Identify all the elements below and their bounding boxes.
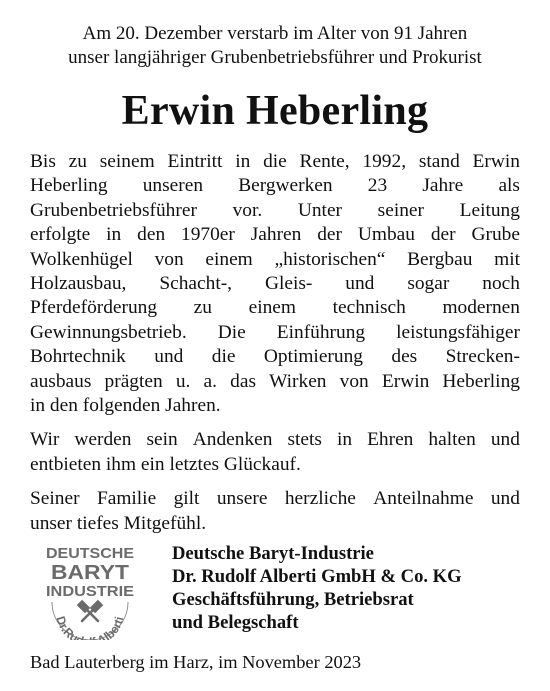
word: technisch — [332, 297, 406, 319]
paragraph-line-last: entbieten ihm ein letztes Glückauf. — [30, 453, 301, 475]
word: und — [490, 429, 520, 451]
word: Holzausbau, — [30, 273, 127, 295]
word: Schacht-, — [159, 273, 233, 295]
paragraph-line-last: in den folgenden Jahren. — [30, 395, 221, 417]
logo-line-1: DEUTSCHE — [46, 545, 134, 562]
word: Strecken- — [445, 346, 520, 368]
logo-line-2: BARYT — [51, 562, 129, 584]
word: Optimierung — [263, 346, 363, 368]
word: a. — [203, 370, 217, 392]
word: Familie — [96, 488, 157, 510]
word: einem — [205, 248, 253, 270]
word: das — [230, 370, 256, 392]
word: stets — [287, 429, 322, 451]
paragraph-line — [30, 487, 520, 511]
paragraph-line — [30, 321, 520, 345]
paragraph-condolence — [30, 487, 520, 536]
paragraph-line — [30, 296, 520, 320]
signature-line-1: Deutsche Baryt-Industrie — [172, 543, 374, 564]
word: gilt — [173, 488, 200, 510]
word: in — [106, 224, 122, 246]
word: stand — [418, 151, 460, 172]
logo-arc-text: Dr.Ru Alberti — [53, 614, 127, 640]
word: Gewinnungsbetrieb. — [30, 321, 187, 343]
word: seiner — [377, 199, 424, 221]
word: die — [263, 151, 287, 172]
word: Jahre — [422, 175, 464, 197]
word: modernen — [442, 297, 520, 319]
word: zu — [68, 151, 87, 172]
word: von — [154, 248, 184, 270]
word: unsere — [216, 488, 268, 510]
paragraph-line — [30, 272, 520, 296]
word: Bergbau — [407, 248, 473, 270]
word: Jahren — [250, 224, 302, 246]
word: mit — [494, 248, 520, 270]
paragraph-career — [30, 150, 520, 418]
word: 1992, — [362, 151, 407, 172]
word: Heberling — [442, 370, 520, 392]
word: Eintritt — [167, 151, 223, 172]
word: Erwin — [472, 151, 520, 172]
paragraph-line — [30, 174, 520, 198]
company-logo — [42, 542, 138, 640]
paragraph-line — [30, 345, 520, 369]
signature-line-3: Geschäftsführung, Betriebsrat — [172, 589, 414, 610]
word: u. — [175, 370, 191, 392]
word: werden — [74, 429, 132, 451]
word: Grube — [471, 224, 520, 246]
paragraph-career-lines — [30, 150, 520, 394]
word: den — [137, 224, 166, 246]
word: Einführung — [276, 321, 366, 343]
paragraph-condolence-lines — [30, 487, 520, 511]
word: Andenken — [192, 429, 273, 451]
word: 23 — [367, 175, 388, 197]
word: Bergwerken — [238, 175, 333, 197]
signature-line-4: und Belegschaft — [172, 612, 299, 633]
word: seinem — [99, 151, 155, 172]
place-and-date: Bad Lauterberg im Harz, im November 2023 — [30, 652, 362, 672]
word: Rente, — [299, 151, 350, 172]
logo-line-3: INDUSTRIE — [46, 583, 134, 600]
word: sogar — [407, 273, 450, 295]
paragraph-remembrance-lines — [30, 428, 520, 452]
word: und — [490, 488, 520, 510]
paragraph-line — [30, 223, 520, 247]
word: noch — [482, 273, 520, 295]
word: unseren — [142, 175, 204, 197]
paragraph-line — [30, 199, 520, 223]
paragraph-remembrance — [30, 428, 520, 477]
word: Umbau — [357, 224, 415, 246]
intro-line-2: unser langjähriger Grubenbetriebsführer und Prokurist — [68, 47, 482, 68]
paragraph-line — [30, 370, 520, 394]
word: Heberling — [30, 175, 108, 197]
word: und — [154, 346, 184, 368]
word: Gleis- — [264, 273, 313, 295]
word: 1970er — [181, 224, 235, 246]
word: des — [391, 346, 418, 368]
word: Bis — [30, 151, 56, 172]
word: als — [498, 175, 520, 197]
signature-line-2: Dr. Rudolf Alberti GmbH & Co. KG — [172, 566, 462, 587]
crossed-hammers-icon — [79, 602, 102, 621]
word: Ehren — [367, 429, 414, 451]
word: herzliche — [284, 488, 356, 510]
word: Seiner — [30, 488, 80, 510]
word: Bohrtechnik — [30, 346, 126, 368]
intro-text — [0, 22, 550, 70]
word: der — [317, 224, 342, 246]
word: prägten — [104, 370, 163, 392]
word: der — [430, 224, 456, 246]
obituary-body — [30, 150, 520, 546]
word: von — [339, 370, 369, 392]
word: sein — [146, 429, 178, 451]
intro-line-1: Am 20. Dezember verstarb im Alter von 91 Jahren — [82, 23, 468, 44]
word: Pferdeförderung — [30, 297, 158, 319]
word: ausbaus — [30, 370, 92, 392]
paragraph-line — [30, 428, 520, 452]
company-logo-graphic — [42, 542, 138, 640]
word: Wir — [30, 429, 60, 451]
word: leistungsfähiger — [396, 321, 520, 343]
word: Die — [217, 321, 246, 343]
paragraph-line — [30, 150, 520, 174]
word: zu — [193, 297, 212, 319]
word: halten — [428, 429, 476, 451]
word: in — [336, 429, 353, 451]
deceased-name: Erwin Heberling — [121, 88, 429, 134]
word: erfolgte — [30, 224, 91, 246]
word: Grubenbetriebsführer — [30, 199, 197, 221]
signature-block — [172, 542, 462, 634]
word: und — [345, 273, 375, 295]
word: in — [235, 151, 251, 172]
paragraph-line — [30, 248, 520, 272]
word: die — [211, 346, 236, 368]
word: Wolkenhügel — [30, 248, 133, 270]
word: einem — [248, 297, 296, 319]
paragraph-line-last: unser tiefes Mitgefühl. — [30, 512, 207, 534]
word: Unter — [297, 199, 343, 221]
word: vor. — [232, 199, 263, 221]
word: „historischen“ — [274, 248, 386, 270]
word: Wirken — [269, 370, 327, 392]
word: Leitung — [459, 199, 520, 221]
word: Erwin — [381, 370, 430, 392]
word: Anteilnahme — [373, 488, 474, 510]
